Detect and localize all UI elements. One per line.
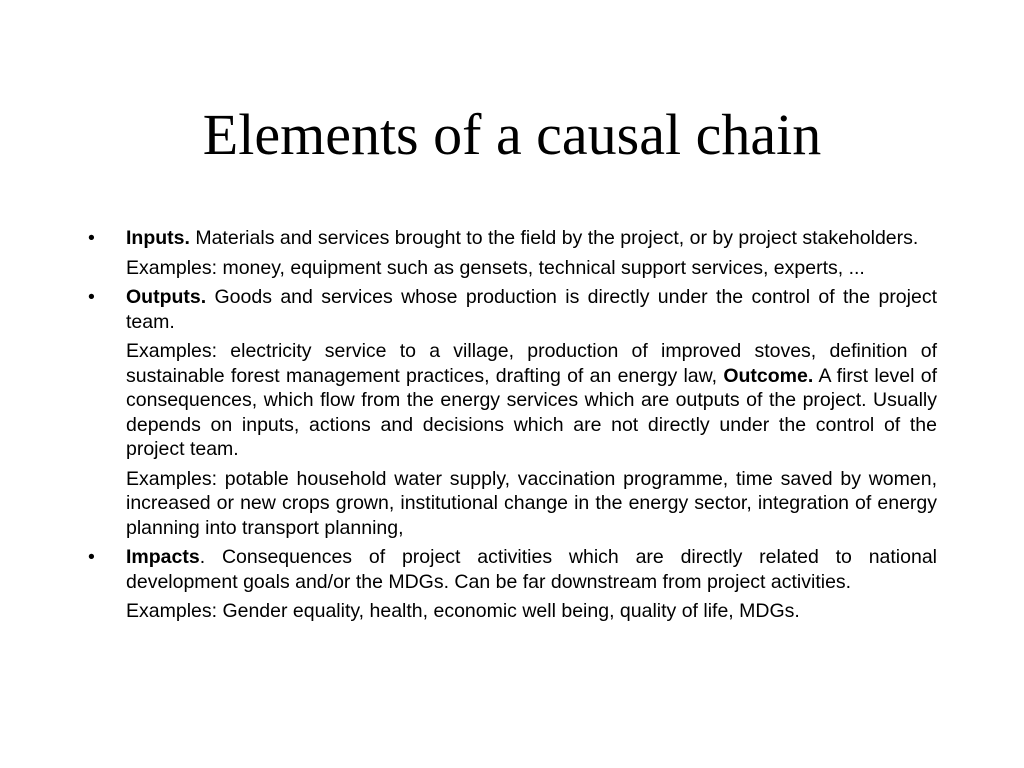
impacts-term: Impacts [126,546,200,568]
bullet-impacts [88,545,937,594]
outcome-examples: Examples: potable household water supply, vaccination programme, time saved by women, increased or new crops grown, institutional change in the energy sector, integration of energy planning into transport planning, [126,467,937,539]
outputs-term: Outputs. [126,286,207,308]
outputs-text: Goods and services whose production is directly under the control of the project team. [126,286,937,333]
outcome-term: Outcome. [723,364,814,387]
bullet-icon: • [88,227,95,249]
outcome-text: A first level of consequences, which flow from the energy services which are outputs of the project. Usually depends on inputs, actions and decisions which are not directly under the control of the project team. [126,364,937,460]
bullet-icon: • [88,546,95,568]
bullet-icon: • [88,286,95,308]
impacts-text: . Consequences of project activities which are directly related to national development goals and/or the MDGs. Can be far downstream from project activities. [126,546,937,593]
bullet-inputs [88,226,937,251]
inputs-examples: Examples: money, equipment such as gensets, technical support services, experts, ... [126,256,865,279]
bullet-outputs [88,285,937,334]
impacts-examples: Examples: Gender equality, health, economic well being, quality of life, MDGs. [126,600,800,622]
outputs-examples [126,339,937,462]
inputs-text: Materials and services brought to the field by the project, or by project stakeholders. [189,227,919,249]
slide-body [88,226,937,629]
inputs-term: Inputs. [126,227,190,249]
slide-title: Elements of a causal chain [202,102,822,167]
outputs-examples-text: Examples: electricity service to a village, production of improved stoves, definition of sustainable forest management practices, drafting of an energy law, [126,340,937,387]
